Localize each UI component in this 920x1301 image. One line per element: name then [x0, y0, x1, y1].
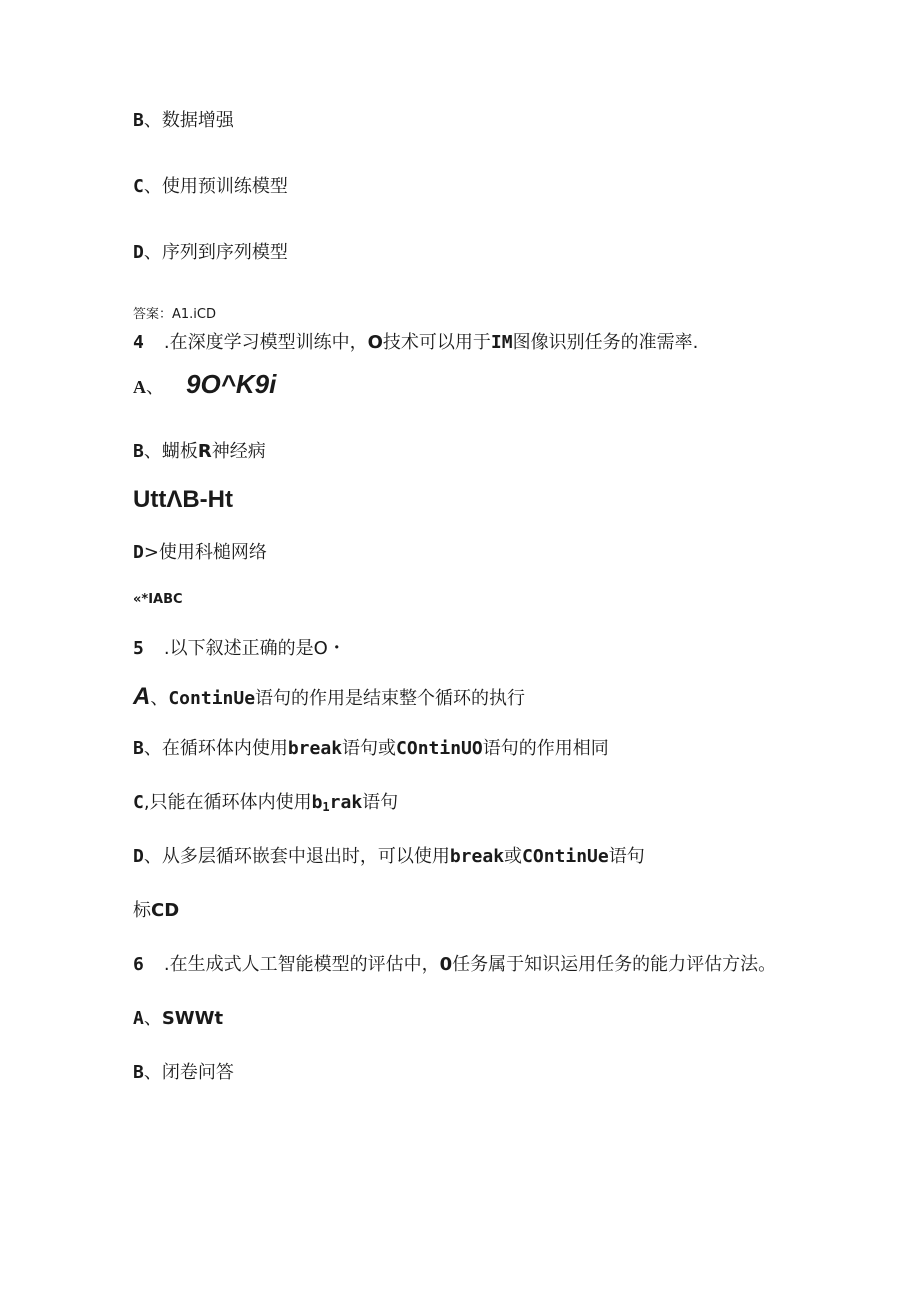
question-stem: .在生成式人工智能模型的评估中，	[163, 954, 440, 975]
option-text: SWWt	[161, 1008, 224, 1029]
option-a: A、 9O^K9i	[133, 369, 277, 399]
question-number: 6	[133, 954, 144, 975]
garbled-option-c: UttΛB-Ht	[133, 486, 233, 513]
option-b	[133, 1061, 234, 1085]
question-number: 5	[133, 638, 144, 659]
option-letter: B	[133, 441, 144, 462]
option-text: 语句的作用是结束整个循环的执行	[255, 688, 526, 709]
option-text: 、使用预训练模型	[143, 176, 288, 197]
option-text: 9O^K9i	[186, 369, 277, 399]
option-letter: C	[133, 792, 144, 813]
option-text: 、数据增强	[143, 110, 234, 131]
answer-line: 答案：A1.iCD	[133, 307, 216, 322]
answer-line: «*IABC	[133, 592, 183, 607]
option-letter: A	[133, 683, 151, 710]
option-c: C,只能在循环体内使用$b_1rak$语句	[133, 792, 399, 814]
option-b	[133, 109, 234, 133]
option-d	[133, 541, 267, 565]
option-letter: A	[133, 1008, 144, 1029]
option-a: A、ContinUe语句的作用是结束整个循环的执行	[133, 683, 526, 710]
option-letter: D	[133, 242, 144, 263]
question-5	[133, 637, 346, 661]
option-d: D、从多层循环嵌套中退出时，可以使用break或COntinUe语句	[133, 846, 645, 867]
option-b: B、在循环体内使用break语句或COntinUO语句的作用相同	[133, 738, 609, 759]
option-b: B、蝴板R神经病	[133, 441, 266, 462]
option-d	[133, 241, 288, 265]
option-text: 、闭卷问答	[143, 1062, 234, 1083]
question-6: 6 .在生成式人工智能模型的评估中，0任务属于知识运用任务的能力评估方法。	[133, 954, 777, 975]
option-text: 、蝴板	[143, 441, 198, 462]
question-stem: .以下叙述正确的是O・	[163, 638, 346, 659]
option-a: A、SWWt	[133, 1008, 224, 1029]
answer-line: 标CD	[133, 900, 180, 921]
option-c	[133, 175, 288, 199]
option-letter: B	[133, 738, 144, 759]
option-letter: B	[133, 1062, 144, 1083]
question-number: 4	[133, 332, 144, 353]
option-text: >使用科槌网络	[143, 542, 267, 563]
option-letter: C	[133, 176, 144, 197]
option-letter: D	[133, 542, 144, 563]
option-letter: B	[133, 110, 144, 131]
question-4: 4 .在深度学习模型训练中，O技术可以用于IM图像识别任务的准需率.	[133, 332, 699, 353]
option-text: 、序列到序列模型	[143, 242, 288, 263]
option-letter: D	[133, 846, 144, 867]
question-stem: .在深度学习模型训练中，	[163, 332, 368, 353]
option-letter: A	[133, 377, 146, 397]
